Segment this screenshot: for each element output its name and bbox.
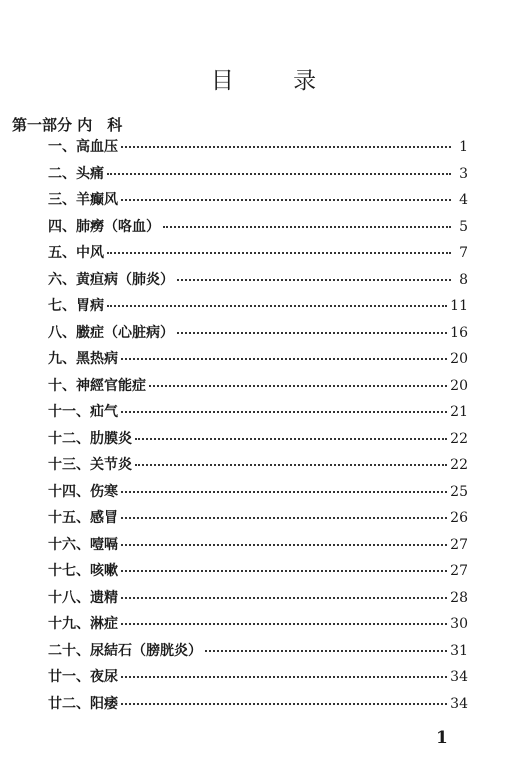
dot-leader bbox=[177, 279, 451, 281]
toc-entry bbox=[48, 693, 468, 720]
toc-entry-page: 30 bbox=[450, 616, 468, 632]
toc-entry bbox=[48, 295, 468, 322]
toc-entry bbox=[48, 587, 468, 614]
toc-entry bbox=[48, 269, 468, 296]
toc-entry-title: 十九、淋症 bbox=[48, 616, 118, 632]
toc-entry-page: 16 bbox=[450, 324, 468, 341]
dot-leader bbox=[121, 676, 447, 678]
toc-entry-title: 十三、关节炎 bbox=[48, 457, 132, 473]
toc-entry-title: 四、肺癆（咯血） bbox=[48, 218, 160, 235]
toc-entry-page: 21 bbox=[450, 404, 468, 420]
toc-entry bbox=[48, 534, 468, 561]
toc-entry-page: 5 bbox=[459, 218, 468, 235]
toc-entry-page: 4 bbox=[459, 192, 468, 208]
toc-entry bbox=[48, 454, 468, 481]
toc-entry-page: 27 bbox=[450, 563, 468, 579]
toc-entry-title: 十六、噎嗝 bbox=[48, 536, 118, 553]
dot-leader bbox=[107, 252, 451, 254]
toc-entry-title: 十、神經官能症 bbox=[48, 377, 146, 394]
toc-entry-title: 六、黄疸病（肺炎） bbox=[48, 271, 174, 288]
toc-entry-title: 一、高血压 bbox=[48, 139, 118, 155]
dot-leader bbox=[121, 570, 447, 572]
page-title: 目 录 bbox=[210, 68, 343, 94]
toc-entry-page: 20 bbox=[450, 377, 468, 394]
toc-entry-title: 十五、感冒 bbox=[48, 510, 118, 526]
toc-entry bbox=[48, 242, 468, 269]
dot-leader bbox=[121, 623, 447, 625]
toc-entry-title: 三、羊癫风 bbox=[48, 192, 118, 208]
dot-leader bbox=[135, 438, 447, 440]
toc-entry-page: 34 bbox=[450, 695, 468, 712]
toc-entry-title: 二、头痛 bbox=[48, 165, 104, 182]
toc-entry bbox=[48, 666, 468, 693]
dot-leader bbox=[121, 146, 451, 148]
dot-leader bbox=[107, 173, 451, 175]
toc-entry-title: 廿一、夜尿 bbox=[48, 669, 118, 685]
toc-entry bbox=[48, 401, 468, 428]
toc-entry bbox=[48, 560, 468, 587]
toc-entry-page: 27 bbox=[450, 536, 468, 553]
toc-entry-page: 1 bbox=[459, 139, 468, 155]
toc-entry-title: 十八、遗精 bbox=[48, 589, 118, 606]
toc-entry bbox=[48, 136, 468, 163]
toc-entry-page: 3 bbox=[459, 165, 468, 182]
dot-leader bbox=[135, 464, 447, 466]
toc-entry-title: 十七、咳嗽 bbox=[48, 563, 118, 579]
section-heading: 第一部分 内 科 bbox=[12, 116, 123, 134]
toc-entry-page: 7 bbox=[459, 245, 468, 261]
toc-entry-page: 22 bbox=[450, 430, 468, 447]
page-number: 1 bbox=[436, 728, 448, 748]
toc-entry-title: 廿二、阳痿 bbox=[48, 695, 118, 712]
dot-leader bbox=[149, 385, 447, 387]
dot-leader bbox=[107, 305, 447, 307]
toc-entry-page: 31 bbox=[450, 642, 468, 659]
toc-entry-title: 五、中风 bbox=[48, 245, 104, 261]
dot-leader bbox=[177, 332, 447, 334]
toc-entry bbox=[48, 189, 468, 216]
table-of-contents bbox=[48, 136, 468, 719]
dot-leader bbox=[121, 544, 447, 546]
toc-entry bbox=[48, 640, 468, 667]
toc-entry-page: 8 bbox=[459, 271, 468, 288]
toc-entry-title: 十二、肋膜炎 bbox=[48, 430, 132, 447]
toc-entry-title: 九、黑热病 bbox=[48, 351, 118, 367]
dot-leader bbox=[121, 597, 447, 599]
toc-entry-page: 28 bbox=[450, 589, 468, 606]
toc-entry-page: 34 bbox=[450, 669, 468, 685]
toc-entry-page: 26 bbox=[450, 510, 468, 526]
dot-leader bbox=[121, 703, 447, 705]
dot-leader bbox=[205, 650, 447, 652]
toc-entry bbox=[48, 428, 468, 455]
dot-leader bbox=[121, 517, 447, 519]
toc-entry bbox=[48, 348, 468, 375]
dot-leader bbox=[121, 491, 447, 493]
dot-leader bbox=[121, 199, 451, 201]
dot-leader bbox=[121, 411, 447, 413]
toc-entry bbox=[48, 481, 468, 508]
toc-entry bbox=[48, 507, 468, 534]
toc-entry-page: 22 bbox=[450, 457, 468, 473]
toc-entry-page: 20 bbox=[450, 351, 468, 367]
toc-entry-title: 二十、尿結石（膀胱炎） bbox=[48, 642, 202, 659]
dot-leader bbox=[121, 358, 447, 360]
toc-entry-page: 11 bbox=[450, 298, 468, 314]
toc-entry-title: 七、胃病 bbox=[48, 298, 104, 314]
toc-entry bbox=[48, 613, 468, 640]
toc-entry bbox=[48, 375, 468, 402]
toc-entry-title: 十四、伤寒 bbox=[48, 483, 118, 500]
toc-entry-title: 八、臌症（心脏病） bbox=[48, 324, 174, 341]
toc-entry-page: 25 bbox=[450, 483, 468, 500]
toc-entry-title: 十一、疝气 bbox=[48, 404, 118, 420]
dot-leader bbox=[163, 226, 451, 228]
toc-entry bbox=[48, 216, 468, 243]
toc-entry bbox=[48, 322, 468, 349]
toc-entry bbox=[48, 163, 468, 190]
